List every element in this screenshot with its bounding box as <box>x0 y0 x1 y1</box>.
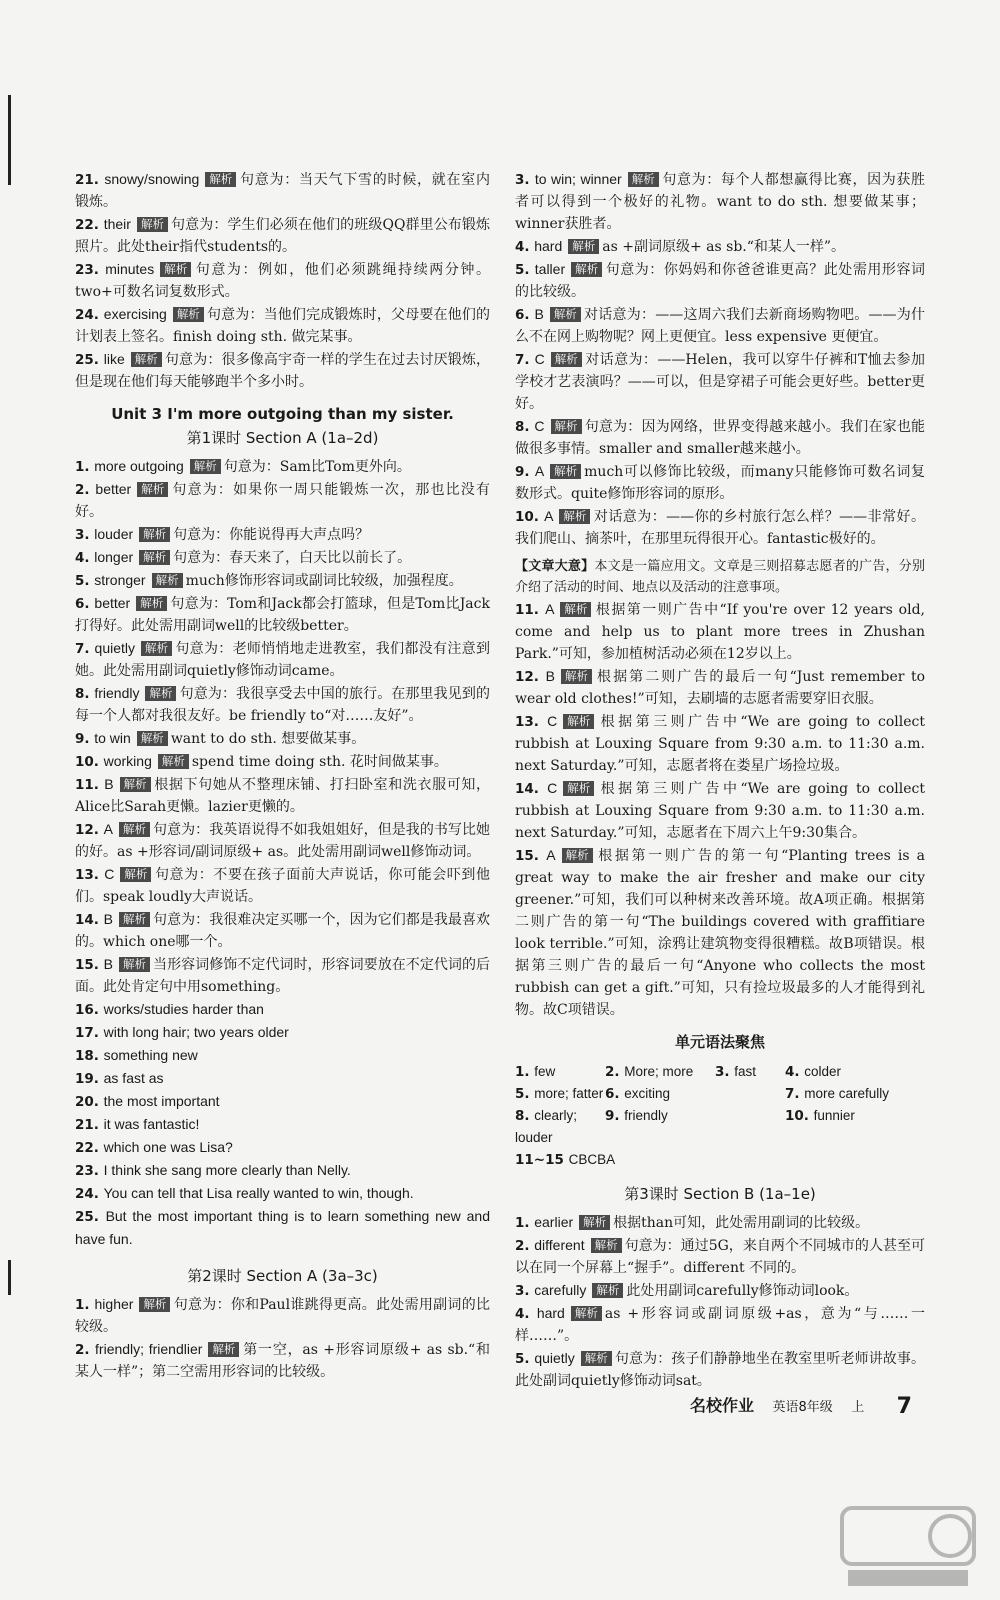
answer-item <box>75 546 490 569</box>
analysis-tag: 解析 <box>137 482 168 497</box>
grammar-answer <box>715 1083 785 1105</box>
answer-item <box>75 1136 490 1159</box>
lesson-1-answers <box>75 455 490 998</box>
item-number: 3. <box>75 527 95 543</box>
item-number: 1. <box>515 1215 535 1231</box>
item-number: 23. <box>75 1163 104 1179</box>
item-answer: as fast as <box>103 1070 164 1086</box>
item-answer: works/studies harder than <box>103 1001 264 1017</box>
footer-term: 上 <box>851 1400 865 1415</box>
grammar-answer <box>785 1061 925 1083</box>
item-answer: it was fantastic! <box>103 1116 200 1132</box>
item-answer: like <box>103 351 125 367</box>
answer-item <box>75 818 490 863</box>
item-answer: quietly <box>534 1350 575 1366</box>
left-column <box>75 168 490 1383</box>
summary-label: 【文章大意】 <box>515 559 595 574</box>
item-answer: which one was Lisa? <box>103 1139 233 1155</box>
item-answer: I think she sang more clearly than Nelly. <box>103 1162 351 1178</box>
grammar-value: colder <box>804 1064 842 1079</box>
footer-brand: 名校作业 <box>690 1396 755 1415</box>
item-answer: hard <box>536 1305 565 1321</box>
item-explanation: much修饰形容词或副词比较级，加强程度。 <box>185 573 463 589</box>
analysis-tag: 解析 <box>591 1238 622 1253</box>
lesson-3-title: 第3课时 Section B (1a–1e) <box>624 1185 816 1203</box>
item-answer: something new <box>103 1047 198 1063</box>
answer-item <box>75 953 490 998</box>
item-number: 23. <box>75 262 106 278</box>
binding-edge-mark <box>8 1260 11 1295</box>
item-number: 2. <box>515 1238 535 1254</box>
analysis-tag: 解析 <box>119 822 150 837</box>
analysis-tag: 解析 <box>131 352 162 367</box>
answer-item <box>75 455 490 478</box>
item-explanation: 句意为：你和Paul谁跳得更高。此处需用副词的比较级。 <box>75 1297 490 1335</box>
item-explanation: 句意为：很多像高宇奇一样的学生在过去讨厌锻炼，但是现在他们每天能够跑半个多小时。 <box>75 352 490 390</box>
item-answer: snowy/snowing <box>104 171 200 187</box>
grammar-answer <box>515 1105 605 1149</box>
answer-item <box>75 863 490 908</box>
answer-item <box>515 665 925 710</box>
item-explanation: 句意为：孩子们静静地坐在教室里听老师讲故事。此处副词quietly修饰动词sat。 <box>515 1351 925 1389</box>
analysis-tag: 解析 <box>205 172 236 187</box>
item-number: 11. <box>75 777 105 793</box>
grammar-answer <box>715 1061 785 1083</box>
grammar-answer <box>785 1083 925 1105</box>
item-explanation: as +形容词或副词原级+as，意为“与……一样……”。 <box>515 1306 925 1344</box>
answer-item <box>75 478 490 523</box>
answer-item <box>75 773 490 818</box>
item-explanation: 根据第一则广告中“If you're over 12 years old, come and help us to plant more trees in Zhushan Park.”可知，参加植树活动必须在12岁以上。 <box>515 602 925 662</box>
analysis-tag: 解析 <box>119 957 150 972</box>
item-answer: carefully <box>534 1282 587 1298</box>
item-number: 1. <box>75 459 95 475</box>
answer-item <box>75 998 490 1021</box>
answer-item <box>75 1338 490 1383</box>
item-explanation: want to do sth. 想要做某事。 <box>170 731 366 747</box>
item-number: 5. <box>75 573 95 589</box>
grammar-answer <box>605 1061 715 1083</box>
answer-item <box>75 682 490 727</box>
answer-item <box>515 1302 925 1347</box>
item-explanation: 对话意为：——你的乡村旅行怎么样？——非常好。我们爬山、摘茶叶，在那里玩得很开心。fantastic极好的。 <box>515 509 925 547</box>
item-number: 4. <box>515 1306 537 1322</box>
answer-item <box>515 505 925 550</box>
grammar-value: More; more <box>624 1064 694 1079</box>
lesson-2-title: 第2课时 Section A (3a–3c) <box>187 1267 378 1285</box>
answer-item <box>75 213 490 258</box>
answer-item <box>75 523 490 546</box>
answer-item <box>75 1044 490 1067</box>
item-number: 11. <box>515 602 546 618</box>
grammar-answer <box>785 1105 925 1149</box>
item-answer: better <box>95 481 132 497</box>
item-answer: stronger <box>94 572 146 588</box>
analysis-tag: 解析 <box>571 262 602 277</box>
analysis-tag: 解析 <box>173 307 204 322</box>
item-answer: B <box>534 306 544 322</box>
answer-item <box>75 348 490 393</box>
item-answer: A <box>103 821 113 837</box>
item-number: 20. <box>75 1094 104 1110</box>
item-answer: C <box>547 780 558 796</box>
grammar-number: 6. <box>605 1086 625 1102</box>
item-answer: hard <box>534 238 563 254</box>
item-answer: their <box>103 216 131 232</box>
grammar-number: 8. <box>515 1108 535 1124</box>
analysis-tag: 解析 <box>119 912 150 927</box>
item-answer: higher <box>94 1296 134 1312</box>
item-number: 8. <box>75 686 95 702</box>
item-number: 8. <box>515 419 535 435</box>
grammar-number: 7. <box>785 1086 805 1102</box>
answer-item <box>515 844 925 1021</box>
answer-item <box>515 168 925 235</box>
item-answer: But the most important thing is to learn something new and have fun. <box>75 1208 490 1247</box>
item-number: 22. <box>75 217 104 233</box>
item-explanation: 句意为：我很享受去中国的旅行。在那里我见到的每一个人都对我很友好。be friendly to“对……友好”。 <box>75 686 490 724</box>
answer-item <box>75 1090 490 1113</box>
item-number: 7. <box>515 352 535 368</box>
item-number: 12. <box>515 669 546 685</box>
item-answer: B <box>103 956 113 972</box>
item-number: 13. <box>75 867 105 883</box>
item-number: 6. <box>515 307 535 323</box>
answer-item <box>75 303 490 348</box>
answer-item <box>515 258 925 303</box>
answer-item <box>515 348 925 415</box>
item-number: 13. <box>515 714 548 730</box>
answer-item <box>75 637 490 682</box>
grammar-answer <box>515 1083 605 1105</box>
binding-edge-mark <box>8 95 11 185</box>
item-answer: more outgoing <box>94 458 184 474</box>
item-answer: with long hair; two years older <box>103 1024 289 1040</box>
answer-item <box>515 777 925 844</box>
analysis-tag: 解析 <box>592 1283 623 1298</box>
answer-item <box>75 1293 490 1338</box>
item-explanation: 根据第一则广告的第一句“Planting trees is a great way to make the air fresher and make our city greener.”可知，我们可以种树来改善环境。故A项正确。根据第二则广告的第一句“The buildings covered with graffitiare look terrible.”可知，涂鸦让建筑物变得很糟糕。故B项错误。根据第三则广告的最后一句“Anyone who collects the most rubbish can get a gift.”可知，只有捡垃圾最多的人才能得到礼物。故C项错误。 <box>515 848 925 1018</box>
item-number: 6. <box>75 596 95 612</box>
unit-title: Unit 3 I'm more outgoing than my sister. <box>111 405 454 423</box>
item-answer: B <box>545 668 556 684</box>
item-answer: A <box>544 508 554 524</box>
item-explanation: 对话意为：——这周六我们去新商场购物吧。——为什么不在网上购物呢？网上更便宜。less expensive 更便宜。 <box>515 307 925 345</box>
page-footer <box>690 1393 930 1419</box>
item-answer: C <box>534 351 545 367</box>
answer-item <box>75 1113 490 1136</box>
item-answer: C <box>547 713 558 729</box>
footer-grade: 英语8年级 <box>772 1400 833 1415</box>
answer-item <box>515 1347 925 1392</box>
answer-item <box>515 710 925 777</box>
item-explanation: 句意为：例如，他们必须跳绳持续两分钟。two+可数名词复数形式。 <box>75 262 490 300</box>
item-explanation: 句意为：当天气下雪的时候，就在室内锻炼。 <box>75 172 491 210</box>
item-number: 25. <box>75 352 104 368</box>
grammar-title: 单元语法聚焦 <box>674 1033 765 1051</box>
item-explanation: 句意为：每个人都想赢得比赛，因为获胜者可以得到一个极好的礼物。want to do sth. 想要做某事；winner获胜者。 <box>515 172 926 232</box>
item-answer: A <box>545 601 555 617</box>
watermark-logo <box>838 1504 978 1592</box>
item-number: 1. <box>75 1297 95 1313</box>
analysis-tag: 解析 <box>563 714 594 729</box>
answer-item <box>515 1211 925 1234</box>
answer-item <box>515 598 925 665</box>
grammar-value: more carefully <box>804 1086 890 1101</box>
item-answer: exercising <box>103 306 167 322</box>
lesson-2-answers <box>75 1293 490 1383</box>
item-answer: C <box>104 866 115 882</box>
reading-answers <box>515 598 925 1021</box>
answer-item <box>515 460 925 505</box>
summary-text: 本文是一篇应用文。文章是三则招募志愿者的广告，分别介绍了活动的时间、地点以及活动的注意事项。 <box>515 559 925 595</box>
answer-item <box>75 1205 490 1251</box>
answer-item <box>75 1159 490 1182</box>
analysis-tag: 解析 <box>145 686 176 701</box>
answer-item <box>75 908 490 953</box>
item-explanation: 句意为：你妈妈和你爸爸谁更高？此处需用形容词的比较级。 <box>515 262 925 300</box>
analysis-tag: 解析 <box>139 527 170 542</box>
answer-list-top <box>75 168 490 393</box>
grammar-value: clearly; louder <box>515 1108 577 1145</box>
item-number: 22. <box>75 1140 104 1156</box>
item-number: 2. <box>75 1342 96 1358</box>
grammar-answer <box>605 1105 715 1149</box>
analysis-tag: 解析 <box>579 1215 610 1230</box>
item-explanation: 句意为：如果你一周只能锻炼一次，那也比没有好。 <box>75 482 490 520</box>
item-answer: louder <box>94 526 134 542</box>
item-number: 9. <box>75 731 95 747</box>
item-number: 24. <box>75 307 104 323</box>
analysis-tag: 解析 <box>563 781 594 796</box>
analysis-tag: 解析 <box>568 239 599 254</box>
grammar-answer <box>515 1149 715 1171</box>
analysis-tag: 解析 <box>190 459 221 474</box>
item-number: 15. <box>75 957 104 973</box>
analysis-tag: 解析 <box>141 641 172 656</box>
item-answer: different <box>534 1237 585 1253</box>
item-explanation: 句意为：Sam比Tom更外向。 <box>223 459 411 475</box>
item-number: 14. <box>75 912 104 928</box>
item-number: 15. <box>515 848 547 864</box>
answer-item <box>75 569 490 592</box>
item-explanation: 句意为：通过5G，来自两个不同城市的人甚至可以在同一个屏幕上“握手”。different 不同的。 <box>515 1238 925 1276</box>
item-number: 4. <box>515 239 535 255</box>
answer-item <box>75 727 490 750</box>
answer-item <box>75 1021 490 1044</box>
answer-item <box>515 1234 925 1279</box>
analysis-tag: 解析 <box>571 1306 602 1321</box>
item-number: 12. <box>75 822 104 838</box>
item-explanation: 句意为：我很难决定买哪一个，因为它们都是我最喜欢的。which one哪一个。 <box>75 912 490 950</box>
item-answer: to win <box>94 730 131 746</box>
item-number: 2. <box>75 482 96 498</box>
grammar-value: friendly <box>624 1108 668 1123</box>
item-answer: You can tell that Lisa really wanted to win, though. <box>103 1185 414 1201</box>
item-explanation: 句意为：学生们必须在他们的班级QQ群里公布锻炼照片。此处their指代students的。 <box>75 217 490 255</box>
analysis-tag: 解析 <box>560 602 591 617</box>
grammar-answer <box>515 1061 605 1083</box>
page-number: 7 <box>896 1394 912 1419</box>
item-answer: taller <box>534 261 566 277</box>
answer-list-right <box>515 168 925 550</box>
item-number: 17. <box>75 1025 104 1041</box>
item-number: 21. <box>75 1117 104 1133</box>
analysis-tag: 解析 <box>581 1351 612 1366</box>
grammar-answers <box>515 1061 925 1171</box>
item-answer: minutes <box>105 261 155 277</box>
item-number: 5. <box>515 1351 535 1367</box>
item-answer: B <box>103 911 113 927</box>
item-explanation: 句意为：你能说得再大声点吗？ <box>173 527 370 543</box>
grammar-number: 5. <box>515 1086 535 1102</box>
analysis-tag: 解析 <box>551 419 582 434</box>
item-explanation: 句意为：Tom和Jack都会打篮球，但是Tom比Jack打得好。此处需用副词well的比较级better。 <box>75 596 490 634</box>
grammar-value: more; fatter <box>534 1086 604 1101</box>
item-number: 3. <box>515 1283 535 1299</box>
item-number: 16. <box>75 1002 104 1018</box>
analysis-tag: 解析 <box>160 262 191 277</box>
item-number: 14. <box>515 781 548 797</box>
item-answer: working <box>103 753 152 769</box>
answer-item <box>515 303 925 348</box>
grammar-number: 1. <box>515 1064 535 1080</box>
analysis-tag: 解析 <box>139 550 170 565</box>
lesson-1-title: 第1课时 Section A (1a–2d) <box>186 429 379 447</box>
item-number: 10. <box>75 754 104 770</box>
item-explanation: 根据第三则广告中“We are going to collect rubbish at Louxing Square from 9:30 a.m. to 11:30 a.m. next Saturday.”可知，志愿者在下周六上午9:30集合。 <box>515 781 925 841</box>
analysis-tag: 解析 <box>120 777 151 792</box>
item-explanation: 句意为：不要在孩子面前大声说话，你可能会吓到他们。speak loudly大声说话。 <box>75 867 490 905</box>
item-explanation: 句意为：因为网络，世界变得越来越小。我们在家也能做很多事情。smaller and smaller越来越小。 <box>515 419 926 457</box>
lesson-1-fill-answers <box>75 998 490 1251</box>
item-answer: earlier <box>534 1214 574 1230</box>
grammar-number: 3. <box>715 1064 735 1080</box>
item-number: 3. <box>515 172 535 188</box>
item-explanation: 句意为：老师悄悄地走进教室，我们都没有注意到她。此处需用副词quietly修饰动词came。 <box>75 641 490 679</box>
analysis-tag: 解析 <box>551 352 582 367</box>
answer-item <box>75 1182 490 1205</box>
grammar-answer <box>715 1105 785 1149</box>
grammar-value: few <box>534 1064 556 1079</box>
analysis-tag: 解析 <box>559 509 590 524</box>
grammar-number: 9. <box>605 1108 625 1124</box>
item-answer: A <box>534 463 545 479</box>
answer-item <box>75 592 490 637</box>
item-number: 5. <box>515 262 535 278</box>
item-answer: better <box>94 595 131 611</box>
answer-item <box>515 235 925 258</box>
analysis-tag: 解析 <box>550 307 581 322</box>
item-answer: C <box>534 418 545 434</box>
item-explanation: 当形容词修饰不定代词时，形容词要放在不定代词的后面。此处肯定句中用something。 <box>75 957 490 995</box>
right-column <box>515 168 925 1392</box>
grammar-number: 4. <box>785 1064 805 1080</box>
grammar-number: 11~15 <box>515 1152 569 1168</box>
analysis-tag: 解析 <box>139 1297 170 1312</box>
analysis-tag: 解析 <box>136 596 167 611</box>
grammar-number: 2. <box>605 1064 625 1080</box>
article-summary <box>515 556 925 598</box>
grammar-value: CBCBA <box>568 1152 616 1167</box>
item-explanation: 根据下句她从不整理床铺、打扫卧室和洗衣服可知，Alice比Sarah更懒。lazier更懒的。 <box>75 777 490 815</box>
analysis-tag: 解析 <box>561 669 592 684</box>
item-answer: friendly <box>94 685 140 701</box>
analysis-tag: 解析 <box>628 172 659 187</box>
item-number: 19. <box>75 1071 104 1087</box>
item-explanation: 第一空，as +形容词原级+ as sb.“和某人一样”；第二空需用形容词的比较级。 <box>75 1342 490 1380</box>
item-number: 7. <box>75 641 95 657</box>
item-explanation: 句意为：当他们完成锻炼时，父母要在他们的计划表上签名。finish doing sth. 做完某事。 <box>75 307 490 345</box>
item-number: 18. <box>75 1048 104 1064</box>
grammar-number: 10. <box>785 1108 814 1124</box>
item-explanation: 根据than可知，此处需用副词的比较级。 <box>613 1215 870 1231</box>
item-number: 4. <box>75 550 95 566</box>
item-answer: B <box>104 776 114 792</box>
grammar-answer <box>605 1083 715 1105</box>
item-answer: to win; winner <box>534 171 622 187</box>
grammar-value: exciting <box>624 1086 671 1101</box>
item-answer: friendly; friendlier <box>95 1341 203 1357</box>
item-explanation: 句意为：春天来了，白天比以前长了。 <box>173 550 412 566</box>
analysis-tag: 解析 <box>158 754 189 769</box>
item-explanation: 对话意为：——Helen，我可以穿牛仔裤和T恤去参加学校才艺表演吗？——可以，但是穿裙子可能会更好些。better更好。 <box>515 352 925 412</box>
answer-item <box>75 258 490 303</box>
item-number: 25. <box>75 1209 106 1225</box>
item-answer: longer <box>94 549 134 565</box>
item-number: 21. <box>75 172 105 188</box>
item-answer: quietly <box>94 640 136 656</box>
item-explanation: as +副词原级+ as sb.“和某人一样”。 <box>602 239 846 255</box>
item-answer: the most important <box>103 1093 220 1109</box>
analysis-tag: 解析 <box>120 867 151 882</box>
item-explanation: 句意为：我英语说得不如我姐姐好，但是我的书写比她的好。as +形容词/副词原级+ as。此处需用副词well修饰动词。 <box>75 822 490 860</box>
item-explanation: spend time doing sth. 花时间做某事。 <box>191 754 448 770</box>
answer-item <box>515 415 925 460</box>
analysis-tag: 解析 <box>208 1342 239 1357</box>
item-number: 24. <box>75 1186 104 1202</box>
answer-item <box>75 168 490 213</box>
answer-item <box>75 750 490 773</box>
grammar-value: funnier <box>813 1108 855 1123</box>
lesson-3-answers <box>515 1211 925 1392</box>
grammar-value: fast <box>734 1064 756 1079</box>
item-explanation: much可以修饰比较级，而many只能修饰可数名词复数形式。quite修饰形容词的原形。 <box>515 464 925 502</box>
answer-item <box>515 1279 925 1302</box>
answer-item <box>75 1067 490 1090</box>
analysis-tag: 解析 <box>562 848 593 863</box>
item-number: 10. <box>515 509 545 525</box>
analysis-tag: 解析 <box>137 731 168 746</box>
analysis-tag: 解析 <box>137 217 168 232</box>
item-explanation: 根据第二则广告的最后一句“Just remember to wear old clothes!”可知，去刷墙的志愿者需要穿旧衣服。 <box>515 669 925 707</box>
item-number: 9. <box>515 464 535 480</box>
analysis-tag: 解析 <box>152 573 183 588</box>
item-explanation: 此处用副词carefully修饰动词look。 <box>626 1283 859 1299</box>
item-answer: A <box>546 847 556 863</box>
analysis-tag: 解析 <box>550 464 581 479</box>
item-explanation: 根据第三则广告中“We are going to collect rubbish at Louxing Square from 9:30 a.m. to 11:30 a.m. next Saturday.”可知，志愿者将在娄星广场捡垃圾。 <box>515 714 925 774</box>
